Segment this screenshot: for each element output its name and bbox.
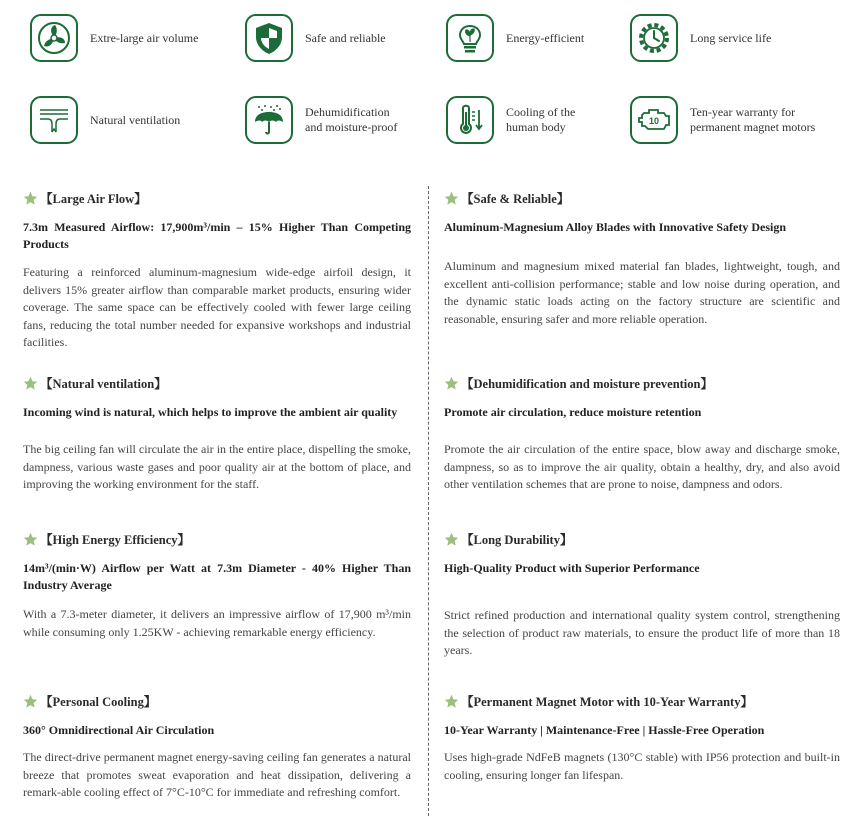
section-body: Aluminum and magnesium mixed material fan blades, lightweight, tough, and excellent anti-collision performance; stable and low noise during operation, and the dynamic static loads acting on the factory structure are scientific and reasonable, ensuring safer and more reliable operation. (444, 259, 840, 326)
umbrella-icon (245, 96, 293, 144)
section-personal-cooling (23, 691, 411, 802)
ventilation-icon (30, 96, 78, 144)
eco-bulb-icon (446, 14, 494, 62)
section-heading: 【Permanent Magnet Motor with 10-Year Warranty】 (461, 695, 753, 709)
section-natural-ventilation (23, 373, 411, 494)
star-icon (444, 376, 459, 391)
feature-natural-ventilation (30, 96, 180, 144)
section-body: Promote the air circulation of the entire space, blow away and discharge smoke, dampness, so as to improve the air quality, obtain a healthy, dry, and also avoid other ventilation schemes that are prone to noise, dampness and odors. (444, 442, 840, 491)
section-body: Uses high-grade NdFeB magnets (130°C stable) with IP56 protection and built-in cooling, ensuring longer fan lifespan. (444, 750, 840, 782)
feature-extra-large-air-volume (30, 14, 198, 62)
section-subtitle: Aluminum-Magnesium Alloy Blades with Innovative Safety Design (444, 220, 787, 234)
section-heading: 【High Energy Efficiency】 (40, 533, 190, 547)
section-body: The big ceiling fan will circulate the air in the entire place, dispelling the smoke, dampness, various waste gases and poor quality air at the bottom of place, and improving the working environment for the staff. (23, 442, 411, 491)
feature-energy-efficient (446, 14, 584, 62)
feature-cooling-human-body (446, 96, 575, 144)
column-divider (428, 186, 429, 816)
motor-warranty-icon (630, 96, 678, 144)
section-heading: 【Large Air Flow】 (40, 192, 147, 206)
clock-gear-icon (630, 14, 678, 62)
star-icon (444, 191, 459, 206)
section-body: Strict refined production and international quality system control, strengthening the selection of product raw materials, to ensure the product life of more than 18 years. (444, 608, 840, 657)
section-heading: 【Personal Cooling】 (40, 695, 157, 709)
feature-label: Natural ventilation (90, 112, 181, 127)
section-body: The direct-drive permanent magnet energy-saving ceiling fan generates a natural breeze that promotes sweat evaporation and heat dissipation, delivering a remark-able cooling effect of 7°C-10°C for immediate and refreshing comfort. (23, 750, 411, 799)
warranty-badge-text: 10 (648, 116, 660, 126)
section-subtitle: High-Quality Product with Superior Performance (444, 561, 700, 575)
feature-long-service-life (630, 14, 771, 62)
section-subtitle: 360° Omnidirectional Air Circulation (23, 723, 215, 737)
section-dehumidification (444, 373, 840, 494)
feature-label: Ten-year warranty for permanent magnet motors (690, 105, 816, 134)
star-icon (23, 191, 38, 206)
feature-safe-and-reliable (245, 14, 386, 62)
section-permanent-magnet-motor (444, 691, 840, 784)
feature-dehumidification (245, 96, 397, 144)
section-heading: 【Dehumidification and moisture prevention】 (461, 377, 713, 391)
fan-icon (30, 14, 78, 62)
section-heading: 【Safe & Reliable】 (461, 192, 570, 206)
feature-label: Energy-efficient (506, 30, 585, 45)
feature-label: Cooling of the human body (506, 105, 576, 134)
star-icon (444, 532, 459, 547)
section-subtitle: Incoming wind is natural, which helps to improve the ambient air quality (23, 405, 398, 419)
star-icon (23, 532, 38, 547)
section-high-energy-efficiency (23, 529, 411, 641)
section-body: With a 7.3-meter diameter, it delivers an impressive airflow of 17,900 m³/min while consuming only 1.25KW - achieving remarkable energy efficiency. (23, 607, 411, 639)
section-subtitle: 10-Year Warranty | Maintenance-Free | Hassle-Free Operation (444, 723, 765, 737)
section-heading: 【Natural ventilation】 (40, 377, 167, 391)
section-safe-reliable (444, 188, 840, 328)
section-body: Featuring a reinforced aluminum-magnesium wide-edge airfoil design, it delivers 15% greater airflow than comparable market products, ensuring wider coverage. The same space can be effectively cooled with fewer large ceiling fans, reducing the total number needed for expansive workshops and industrial facilities. (23, 265, 411, 349)
section-subtitle: 14m³/(min·W) Airflow per Watt at 7.3m Diameter - 40% Higher Than Industry Average (23, 561, 411, 592)
section-subtitle: 7.3m Measured Airflow: 17,900m³/min – 15% Higher Than Competing Products (23, 220, 411, 251)
shield-icon (245, 14, 293, 62)
section-heading: 【Long Durability】 (461, 533, 573, 547)
section-subtitle: Promote air circulation, reduce moisture retention (444, 405, 702, 419)
feature-label: Dehumidification and moisture-proof (305, 105, 398, 134)
star-icon (444, 694, 459, 709)
star-icon (23, 694, 38, 709)
feature-label: Safe and reliable (305, 30, 386, 45)
feature-label: Long service life (690, 30, 772, 45)
star-icon (23, 376, 38, 391)
thermometer-icon (446, 96, 494, 144)
feature-ten-year-warranty (630, 96, 815, 144)
section-large-air-flow (23, 188, 411, 352)
section-long-durability (444, 529, 840, 660)
feature-label: Extre-large air volume (90, 30, 199, 45)
